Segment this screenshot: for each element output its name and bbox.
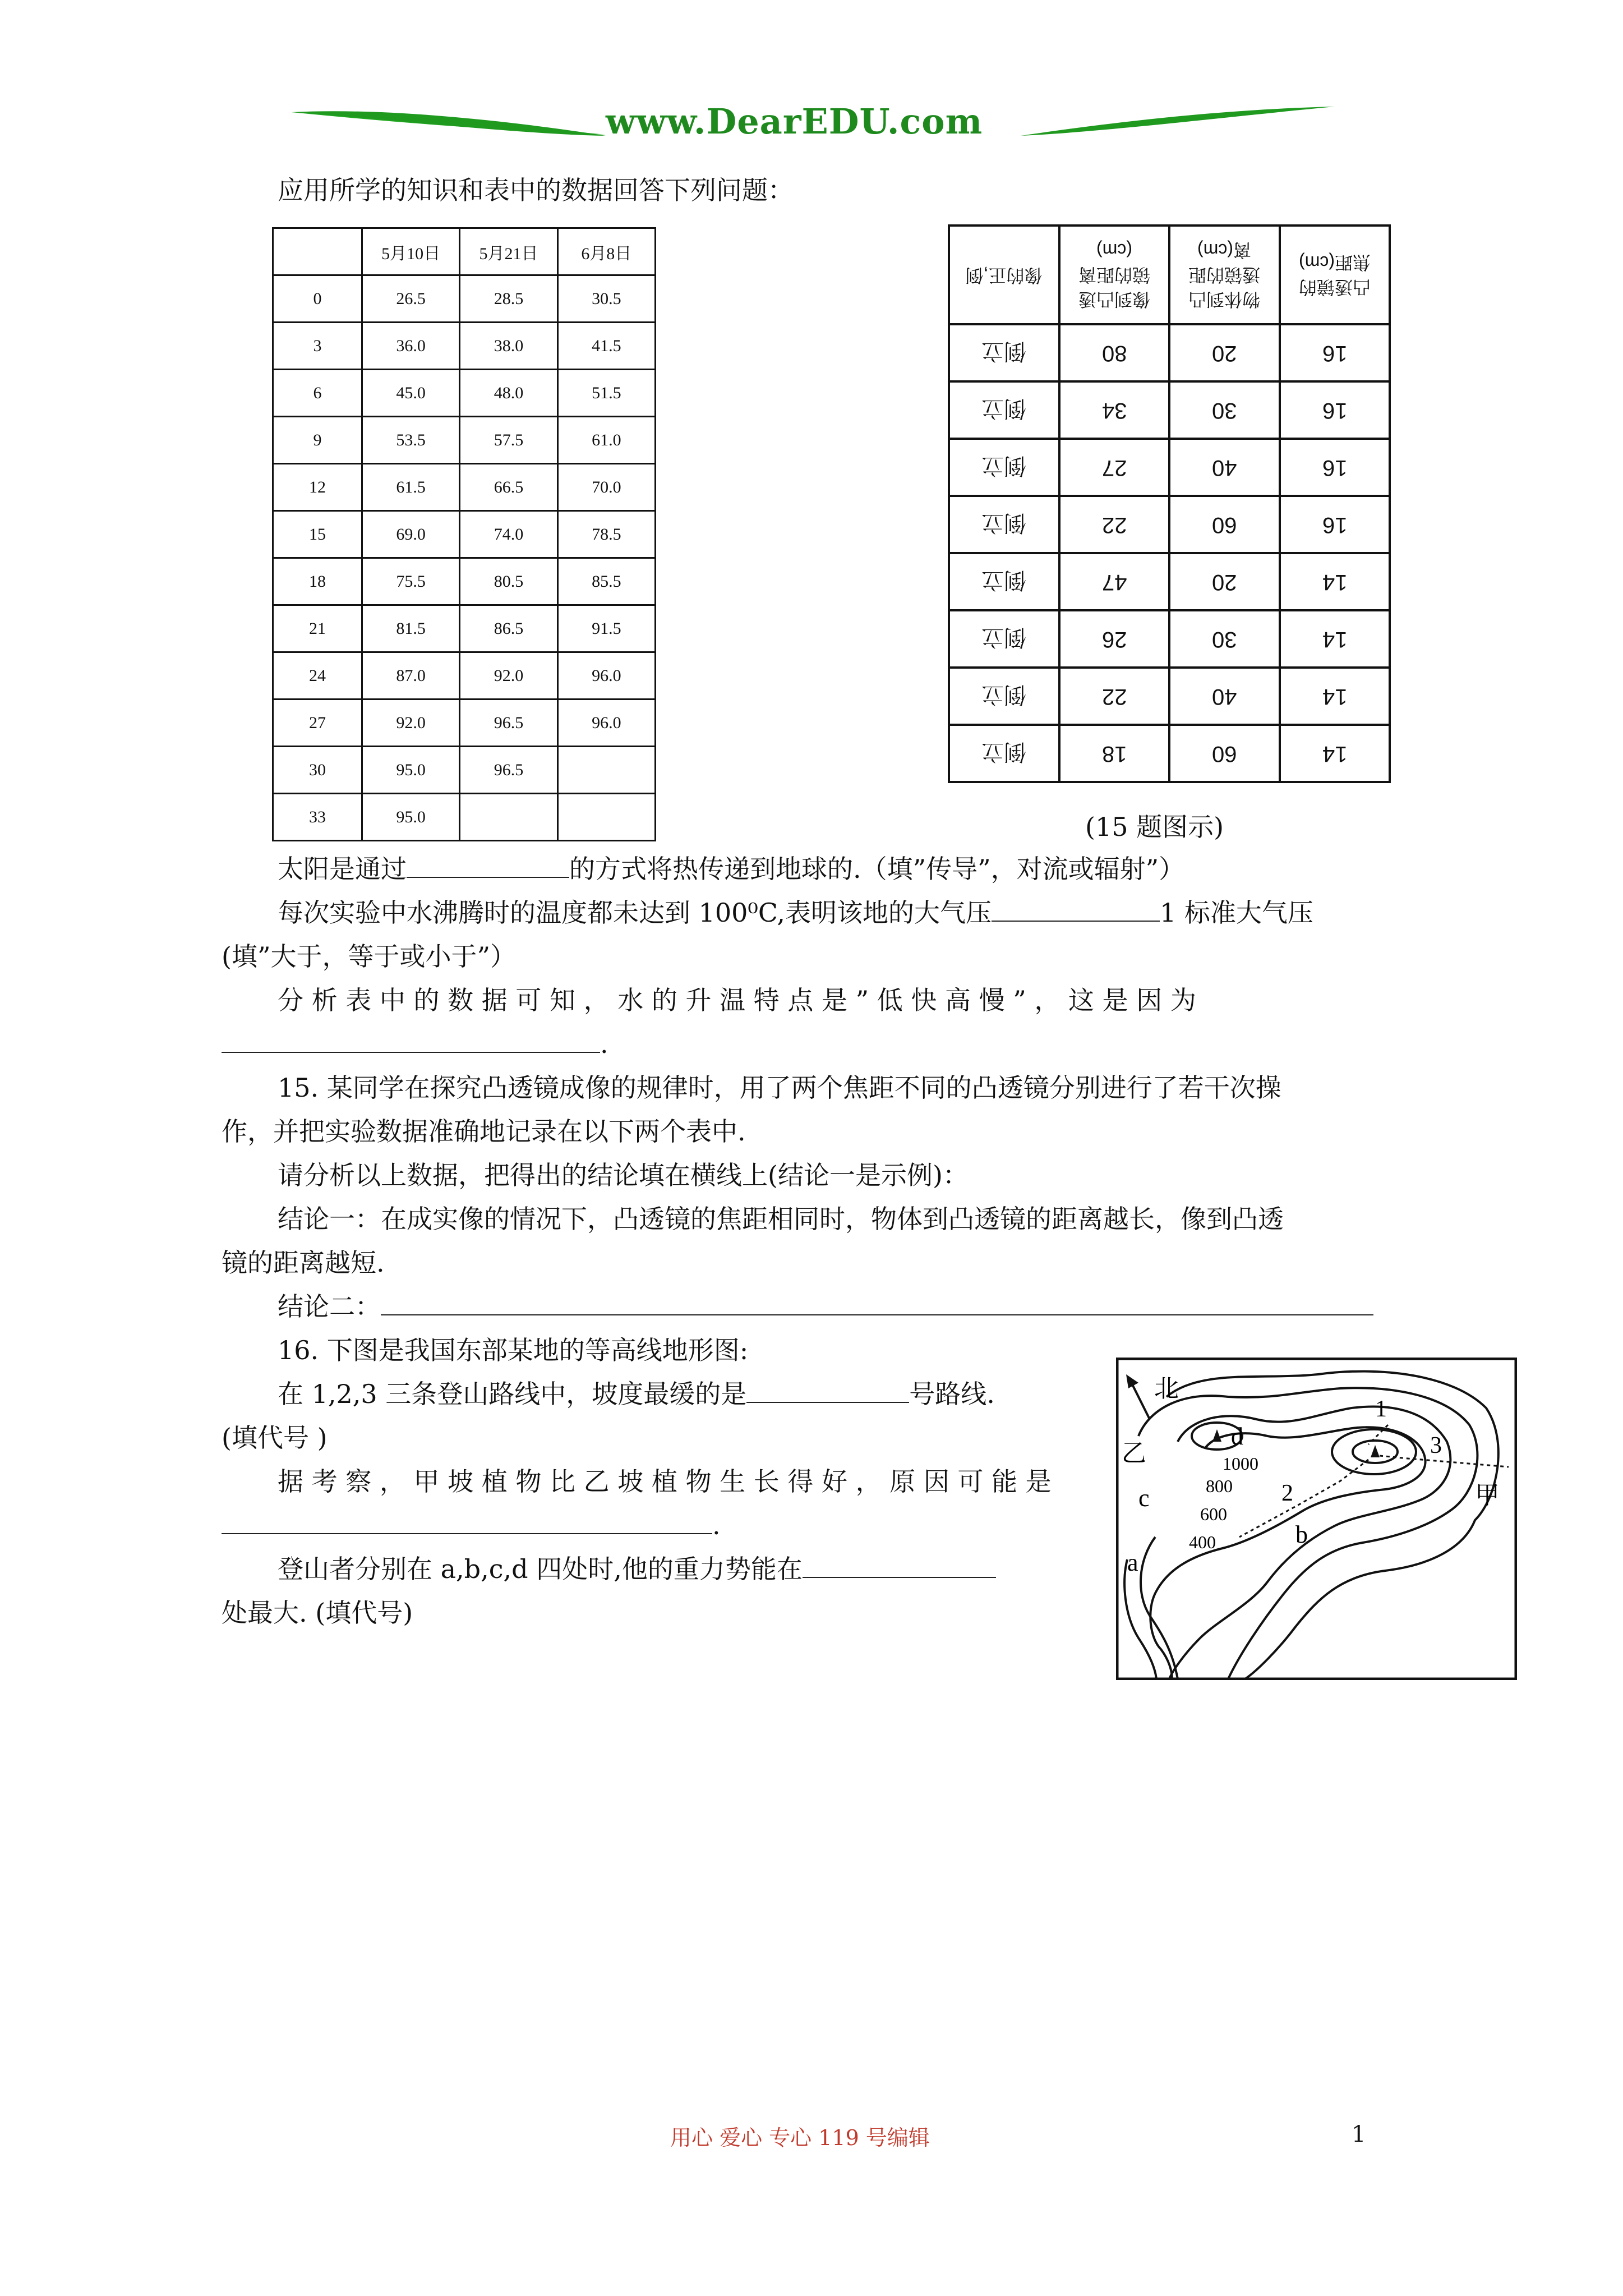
table1-cell: 96.0 — [557, 700, 655, 747]
table1-cell: 48.0 — [460, 370, 557, 417]
table2-cell — [1059, 439, 1170, 496]
table1-cell: 61.0 — [557, 417, 655, 464]
table2-cell-text: 倒立 — [981, 624, 1027, 650]
table2-cell-text: 倒立 — [981, 739, 1027, 764]
table1-cell: 96.5 — [460, 747, 557, 794]
table1-cell: 27 — [273, 700, 362, 747]
table2-cell-text: 倒立 — [981, 567, 1027, 592]
table1-cell: 3 — [273, 323, 362, 370]
table1-row — [273, 323, 656, 370]
q14-line1 — [278, 847, 1184, 891]
table1-cell: 69.0 — [362, 511, 459, 558]
q14-line5-end: . — [600, 1029, 608, 1059]
table2-cell — [1059, 610, 1170, 668]
table2-caption: (15 题图示) — [1085, 812, 1224, 842]
table1-cell: 81.5 — [362, 605, 459, 652]
table1-cell: 75.5 — [362, 558, 459, 605]
q14-line2-b: 1 标准大气压 — [1160, 898, 1313, 928]
table2-cell-text: 倒立 — [981, 338, 1027, 364]
table2-cell-text: 27 — [1101, 455, 1127, 480]
table2-cell — [949, 439, 1059, 496]
table2-cell-text: 倒立 — [981, 510, 1027, 535]
table2-cell-text: 16 — [1322, 398, 1347, 423]
table2-header-text: 像到凸透镜的距离(cm) — [1078, 240, 1150, 310]
table1-cell: 26.5 — [362, 275, 459, 323]
table1-row — [273, 275, 656, 323]
table2-cell-text: 16 — [1322, 455, 1347, 480]
table2-cell — [1059, 668, 1170, 725]
table2-cell — [1169, 725, 1280, 782]
table1-cell: 85.5 — [557, 558, 655, 605]
table1-cell: 78.5 — [557, 511, 655, 558]
table1-row — [273, 747, 656, 794]
q16-line1: 16. 下图是我国东部某地的等高线地形图: — [278, 1335, 749, 1365]
lens-table — [948, 224, 1391, 783]
table2-cell-text: 34 — [1101, 398, 1127, 423]
table2-header-text: 物体到凸透镜的距离(cm) — [1188, 240, 1261, 310]
contour-map — [1116, 1358, 1517, 1680]
table2-cell — [1169, 324, 1280, 381]
table1-cell: 36.0 — [362, 323, 459, 370]
table1-cell: 96.0 — [557, 652, 655, 700]
map-label-b: b — [1295, 1521, 1308, 1548]
table1-cell — [557, 747, 655, 794]
table1-cell: 95.0 — [362, 747, 459, 794]
elev-1000: 1000 — [1223, 1453, 1258, 1474]
table2-row — [949, 496, 1390, 553]
table1-cell: 70.0 — [557, 464, 655, 511]
table1-row — [273, 370, 656, 417]
table2-header-cell — [1059, 226, 1170, 324]
footer-text: 用心 爱心 专心 119 号编辑 — [670, 2125, 930, 2150]
q14-line1-a: 太阳是通过 — [278, 854, 407, 884]
table1-cell: 12 — [273, 464, 362, 511]
table1-cell: 15 — [273, 511, 362, 558]
table2-row — [949, 610, 1390, 668]
table2-cell-text: 40 — [1212, 455, 1237, 480]
table1-cell: 9 — [273, 417, 362, 464]
q16-line6-text: 登山者分别在 a,b,c,d 四处时,他的重力势能在 — [278, 1554, 803, 1584]
contour-map-svg — [1116, 1358, 1517, 1680]
table1-cell: 28.5 — [460, 275, 557, 323]
table2-header-cell — [1169, 226, 1280, 324]
q14-line5 — [222, 1022, 608, 1066]
elev-400: 400 — [1189, 1532, 1216, 1552]
table1-cell: 21 — [273, 605, 362, 652]
table1-cell: 0 — [273, 275, 362, 323]
map-label-yi: 乙 — [1122, 1439, 1146, 1467]
table2-cell-text: 47 — [1101, 569, 1127, 595]
table1-cell: 30.5 — [557, 275, 655, 323]
table2-cell-text: 80 — [1101, 341, 1127, 366]
table2-cell-text: 30 — [1212, 627, 1237, 652]
table1-cell — [460, 794, 557, 841]
table2-cell-text: 60 — [1212, 512, 1237, 537]
table1-cell: 53.5 — [362, 417, 459, 464]
north-label: 北 — [1154, 1375, 1179, 1402]
answer-blank-6[interactable] — [222, 1511, 712, 1534]
table2-cell-text: 30 — [1212, 398, 1237, 423]
table2-row — [949, 725, 1390, 782]
table1-cell: 87.0 — [362, 652, 459, 700]
table2-cell — [1059, 324, 1170, 381]
table2-cell-text: 40 — [1212, 684, 1237, 709]
page-number: 1 — [1352, 2122, 1366, 2147]
table2-cell-text: 14 — [1322, 627, 1347, 652]
table2-cell — [1059, 553, 1170, 610]
table2-cell — [1169, 439, 1280, 496]
table2-cell — [1169, 381, 1280, 439]
q14-line3: (填”大于，等于或小于”） — [222, 941, 516, 972]
table2-cell-text: 14 — [1322, 569, 1347, 595]
table1-cell: 91.5 — [557, 605, 655, 652]
intro-text: 应用所学的知识和表中的数据回答下列问题： — [278, 175, 794, 205]
table1-cell: 80.5 — [460, 558, 557, 605]
table2-cell-text: 26 — [1101, 627, 1127, 652]
map-label-jia: 甲 — [1475, 1481, 1500, 1509]
q16-line3: (填代号 ) — [222, 1423, 328, 1453]
table2-cell-text: 20 — [1212, 569, 1237, 595]
table1-cell: 92.0 — [362, 700, 459, 747]
answer-blank-3[interactable] — [222, 1029, 600, 1053]
table1-row — [273, 652, 656, 700]
table1-cell: 95.0 — [362, 794, 459, 841]
table2-row — [949, 324, 1390, 381]
table1-header-cell — [273, 228, 362, 275]
table2-cell-text: 18 — [1101, 741, 1127, 766]
table2-cell-text: 倒立 — [981, 453, 1027, 478]
table2-cell-text: 16 — [1322, 341, 1347, 366]
table2-cell-text: 倒立 — [981, 395, 1027, 421]
table2-row — [949, 553, 1390, 610]
table2-row — [949, 381, 1390, 439]
table1-cell — [557, 794, 655, 841]
table2-cell — [949, 610, 1059, 668]
table2-cell — [1059, 496, 1170, 553]
table2-cell-text: 16 — [1322, 512, 1347, 537]
table1-row — [273, 605, 656, 652]
table2-cell — [949, 725, 1059, 782]
table2-cell — [1280, 610, 1390, 668]
table2-cell — [1280, 496, 1390, 553]
table1-cell: 24 — [273, 652, 362, 700]
answer-blank-2[interactable] — [992, 898, 1160, 922]
q15-line2: 作，并把实验数据准确地记录在以下两个表中. — [222, 1116, 746, 1147]
elev-800: 800 — [1206, 1476, 1233, 1496]
table1-row — [273, 417, 656, 464]
table1-cell: 51.5 — [557, 370, 655, 417]
table1-cell: 92.0 — [460, 652, 557, 700]
table1-row — [273, 558, 656, 605]
table1-cell: 57.5 — [460, 417, 557, 464]
table2-row — [949, 439, 1390, 496]
table2-cell — [1059, 381, 1170, 439]
q15-line4: 结论一：在成实像的情况下，凸透镜的焦距相同时，物体到凸透镜的距离越长，像到凸透 — [278, 1204, 1284, 1234]
table2-cell-text: 倒立 — [981, 682, 1027, 707]
table2-cell — [1169, 610, 1280, 668]
map-label-a: a — [1127, 1549, 1138, 1576]
q14-line2-a: 每次实验中水沸腾时的温度都未达到 100⁰C,表明该地的大气压 — [278, 898, 992, 928]
q14-line4: 分 析 表 中 的 数 据 可 知 ， 水 的 升 温 特 点 是 ” 低 快 高 慢 ” ， 这 是 因 为 — [278, 985, 1196, 1015]
table2-cell — [1169, 553, 1280, 610]
q15-line3: 请分析以上数据，把得出的结论填在横线上(结论一是示例)： — [278, 1160, 969, 1190]
elev-600: 600 — [1200, 1504, 1227, 1524]
table2-cell-text: 22 — [1101, 512, 1127, 537]
route-label-3: 3 — [1430, 1433, 1442, 1458]
q14-line2 — [278, 891, 1313, 935]
table1-cell: 38.0 — [460, 323, 557, 370]
q15-line6-label: 结论二： — [278, 1291, 381, 1322]
table1-cell: 18 — [273, 558, 362, 605]
q16-line5-end: . — [712, 1510, 721, 1540]
table2-cell — [1280, 553, 1390, 610]
table2-cell — [1280, 668, 1390, 725]
temperature-table — [272, 227, 656, 841]
table2-header-row — [949, 226, 1390, 324]
table1-header-cell: 5月21日 — [460, 228, 557, 275]
answer-blank-1[interactable] — [407, 854, 569, 878]
route-label-1: 1 — [1375, 1396, 1387, 1422]
table2-cell-text: 22 — [1101, 684, 1127, 709]
table1-header-cell: 5月10日 — [362, 228, 459, 275]
table2-cell — [1169, 668, 1280, 725]
table2-cell — [1280, 381, 1390, 439]
q15-line1: 15. 某同学在探究凸透镜成像的规律时，用了两个焦距不同的凸透镜分别进行了若干次操 — [278, 1073, 1281, 1103]
table2-header-cell — [949, 226, 1059, 324]
map-label-c: c — [1138, 1484, 1150, 1512]
table1-row — [273, 794, 656, 841]
table1-cell: 66.5 — [460, 464, 557, 511]
table2-cell — [949, 381, 1059, 439]
table2-cell-text: 14 — [1322, 741, 1347, 766]
table2-cell-text: 60 — [1212, 741, 1237, 766]
table2-cell — [1280, 439, 1390, 496]
q16-line6 — [278, 1547, 996, 1591]
table2-cell — [1280, 324, 1390, 381]
table1-cell: 61.5 — [362, 464, 459, 511]
q16-line7: 处最大. (填代号) — [222, 1598, 413, 1628]
table2-header-cell — [1280, 226, 1390, 324]
q16-line2-b: 号路线. — [909, 1379, 995, 1409]
table2-header-text: 像的正,倒 — [965, 265, 1043, 286]
answer-blank-4[interactable] — [381, 1292, 1373, 1315]
header-banner — [292, 95, 1335, 151]
table1-header-cell: 6月8日 — [557, 228, 655, 275]
table2-row — [949, 668, 1390, 725]
route-label-2: 2 — [1281, 1480, 1293, 1506]
table1-cell: 33 — [273, 794, 362, 841]
table1-cell: 74.0 — [460, 511, 557, 558]
table2-cell — [1280, 725, 1390, 782]
table1-cell: 41.5 — [557, 323, 655, 370]
table2-cell — [949, 668, 1059, 725]
q16-line5 — [222, 1503, 721, 1547]
table1-cell: 96.5 — [460, 700, 557, 747]
table2-cell — [949, 496, 1059, 553]
table2-cell — [1059, 725, 1170, 782]
answer-blank-7[interactable] — [803, 1554, 996, 1578]
answer-blank-5[interactable] — [746, 1379, 909, 1403]
table1-row — [273, 464, 656, 511]
table2-cell — [949, 324, 1059, 381]
table2-cell-text: 14 — [1322, 684, 1347, 709]
table1-cell: 86.5 — [460, 605, 557, 652]
table1-cell: 45.0 — [362, 370, 459, 417]
q15-line5: 镜的距离越短. — [222, 1248, 385, 1278]
q16-line2-a: 在 1,2,3 三条登山路线中，坡度最缓的是 — [278, 1379, 747, 1409]
table1-row — [273, 511, 656, 558]
table1-cell: 30 — [273, 747, 362, 794]
table1-cell: 6 — [273, 370, 362, 417]
q16-line2 — [278, 1372, 995, 1416]
table2-cell-text: 20 — [1212, 341, 1237, 366]
q15-line6 — [278, 1285, 1373, 1328]
table1-header-row — [273, 228, 656, 275]
table2-cell — [949, 553, 1059, 610]
site-name[interactable]: www.DearEDU.com — [606, 101, 983, 142]
table2-cell — [1169, 496, 1280, 553]
table1-row — [273, 700, 656, 747]
q14-line1-b: 的方式将热传递到地球的.（填”传导”，对流或辐射”） — [569, 854, 1185, 884]
table2-header-text: 凸透镜的焦距(cm) — [1298, 252, 1371, 297]
q16-line4: 据 考 察 ， 甲 坡 植 物 比 乙 坡 植 物 生 长 得 好 ， 原 因 可 能 是 — [278, 1466, 1052, 1497]
map-label-d: d — [1231, 1423, 1243, 1450]
